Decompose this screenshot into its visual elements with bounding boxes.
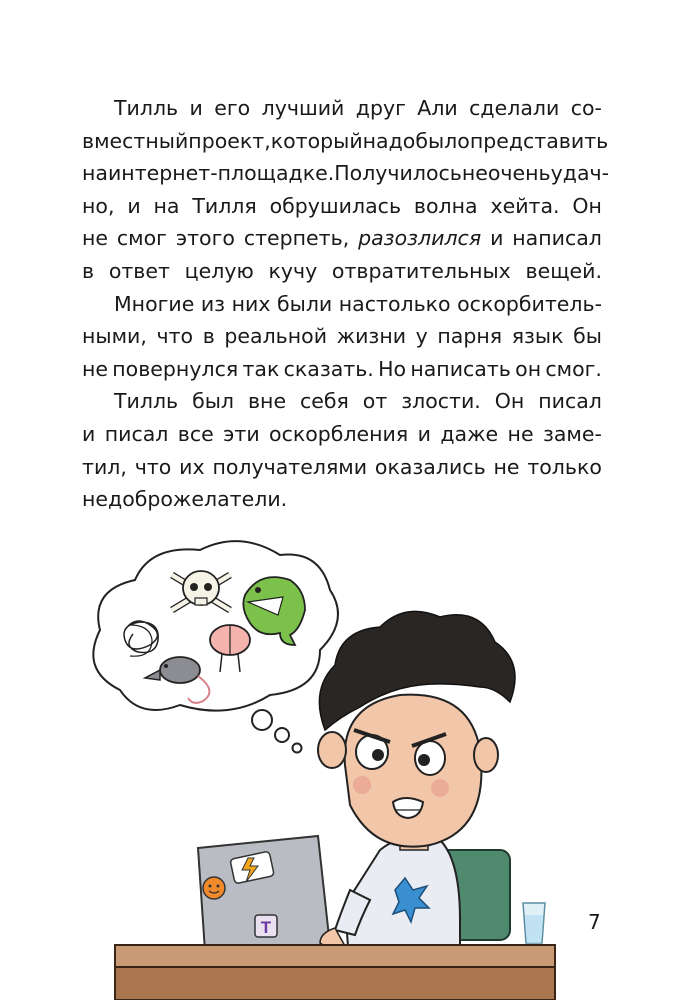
word: эти [223, 421, 260, 446]
text-line [82, 418, 602, 451]
word: не [507, 421, 534, 446]
word: разозлился [358, 226, 482, 251]
word: Тилля [192, 193, 257, 218]
word: вместный [82, 128, 189, 153]
word: отвратительных [331, 258, 511, 283]
word: себя [300, 389, 349, 414]
text-line [82, 451, 602, 484]
word: писал [538, 389, 602, 414]
word: сделали [469, 96, 560, 120]
word: но, [82, 193, 115, 218]
text-line [82, 125, 609, 158]
word: оказались [374, 454, 486, 479]
letter-t-sticker-label: T [260, 918, 272, 937]
word: ответ [108, 258, 170, 283]
word: на [82, 161, 108, 186]
word: и [417, 421, 431, 446]
word: оскорбления [269, 421, 409, 446]
text-line [82, 222, 602, 255]
word: не [82, 356, 109, 381]
word: не [493, 454, 520, 479]
word: что [134, 454, 172, 479]
text-line [82, 190, 602, 223]
word: Али [417, 96, 458, 120]
word: заме- [542, 421, 602, 446]
word: сказать. [283, 356, 374, 381]
word: на [153, 193, 180, 218]
word: смог [116, 226, 167, 251]
word: парня [437, 324, 503, 349]
page-number: 7 [588, 910, 601, 934]
word: даже [440, 421, 499, 446]
word: его [214, 96, 251, 120]
word: представить [469, 128, 609, 153]
word: них [231, 291, 271, 316]
word: этого [175, 226, 235, 251]
word: стерпеть, [243, 226, 350, 251]
water-glass [523, 903, 545, 943]
text-line [82, 353, 602, 386]
word: ными, [82, 324, 147, 349]
word: так [242, 356, 280, 381]
word: со- [570, 96, 602, 120]
word: оскорбитель- [457, 291, 602, 316]
word: лучший [261, 96, 345, 120]
word: друг [355, 96, 406, 120]
text-line [82, 320, 602, 353]
word: и [189, 96, 203, 120]
word: и [490, 226, 504, 251]
word: был [192, 389, 235, 414]
word: злости. [401, 389, 481, 414]
word: который [270, 128, 363, 153]
word: удач- [550, 161, 610, 186]
word: из [200, 291, 226, 316]
word: интернет-площадке. [107, 161, 335, 186]
word: он [515, 356, 542, 381]
word: Тилль [114, 96, 179, 120]
text-line [82, 92, 602, 125]
text-line [82, 385, 602, 418]
word: все [177, 421, 214, 446]
word: были [276, 291, 333, 316]
word: их [179, 454, 205, 479]
word: в [202, 324, 215, 349]
letter-t-sticker [255, 915, 277, 937]
word: целую [184, 258, 254, 283]
word: вещей. [525, 258, 602, 283]
word: написать [410, 356, 511, 381]
word: Получилось [334, 161, 462, 186]
word: недоброжелатели. [82, 487, 288, 512]
body-text [82, 92, 610, 516]
text-line [82, 288, 602, 321]
word: хейта. [490, 193, 560, 218]
word: что [156, 324, 194, 349]
desk [115, 945, 555, 1000]
text-line [82, 483, 602, 516]
text-line [82, 157, 610, 190]
word: повернулся [112, 356, 239, 381]
word: вне [247, 389, 287, 414]
word: реальной [224, 324, 328, 349]
word: очень [487, 161, 551, 186]
word: и [82, 421, 96, 446]
word: в [82, 258, 95, 283]
word: надо [362, 128, 416, 153]
word: получателями [212, 454, 368, 479]
word: бы [573, 324, 602, 349]
word: писал [104, 421, 169, 446]
word: язык [511, 324, 564, 349]
word: жизни [336, 324, 407, 349]
word: не [82, 226, 109, 251]
word: и [127, 193, 141, 218]
word: от [362, 389, 388, 414]
word: Он [572, 193, 602, 218]
word: Он [494, 389, 525, 414]
word: проект, [188, 128, 271, 153]
word: настолько [338, 291, 451, 316]
word: не [461, 161, 488, 186]
word: Многие [114, 291, 195, 316]
word: было [415, 128, 470, 153]
smiley-sticker [203, 877, 225, 899]
word: тил, [82, 454, 127, 479]
word: кучу [268, 258, 318, 283]
word: Тилль [114, 389, 179, 414]
text-line [82, 255, 602, 288]
word: написал [512, 226, 602, 251]
word: волна [413, 193, 478, 218]
word: обрушилась [269, 193, 402, 218]
word: только [527, 454, 602, 479]
word: Но [378, 356, 407, 381]
word: у [415, 324, 428, 349]
word: смог. [545, 356, 602, 381]
